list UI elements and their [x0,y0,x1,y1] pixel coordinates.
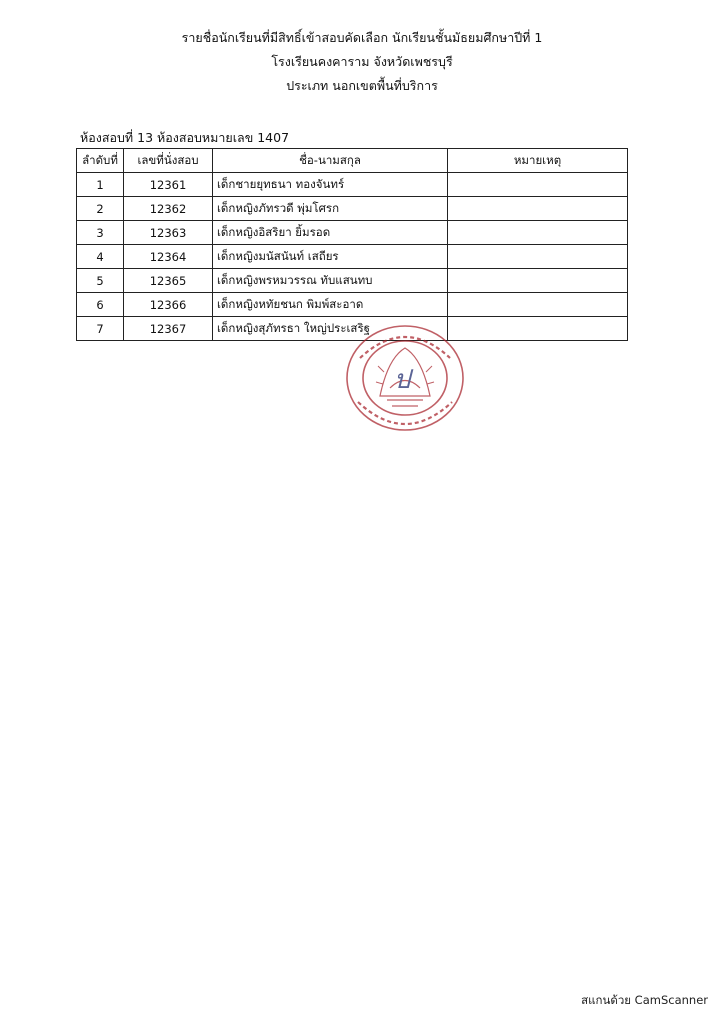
seal-graphic [340,318,470,436]
row-student-name: เด็กหญิงมนัสนันท์ เสถียร [213,245,448,269]
school-seal-stamp [340,318,470,436]
table-row [77,173,628,197]
table-row [77,293,628,317]
row-seat-number: 12362 [124,197,213,221]
table-row [77,245,628,269]
scanner-footer-text: สแกนด้วย CamScanner [581,993,708,1007]
row-seat-number: 12365 [124,269,213,293]
row-student-name: เด็กหญิงอิสริยา ยิ้มรอด [213,221,448,245]
row-remark [448,293,628,317]
handwritten-mark: ป [393,365,411,395]
row-seat-number: 12364 [124,245,213,269]
column-header-remark: หมายเหตุ [448,149,628,173]
row-order: 4 [77,245,124,269]
row-order: 5 [77,269,124,293]
column-header-order: ลำดับที่ [77,149,124,173]
exam-room-label: ห้องสอบที่ 13 ห้องสอบหมายเลข 1407 [80,130,290,145]
row-order: 6 [77,293,124,317]
table-row [77,221,628,245]
column-header-seat: เลขที่นั่งสอบ [124,149,213,173]
row-order: 7 [77,317,124,341]
category-label: ประเภท นอกเขตพื้นที่บริการ [286,78,438,93]
table-row [77,269,628,293]
table-row [77,197,628,221]
row-student-name: เด็กหญิงสุภัทรธา ใหญ่ประเสริฐ [213,317,448,341]
student-roster-table [76,148,628,341]
row-remark [448,317,628,341]
row-student-name: เด็กหญิงหทัยชนก พิมพ์สะอาด [213,293,448,317]
row-remark [448,173,628,197]
row-student-name: เด็กหญิงพรหมวรรณ ทับแสนทบ [213,269,448,293]
row-remark [448,221,628,245]
row-student-name: เด็กหญิงภัทรวดี พุ่มโศรก [213,197,448,221]
row-seat-number: 12363 [124,221,213,245]
row-order: 1 [77,173,124,197]
school-name: โรงเรียนคงคาราม จังหวัดเพชรบุรี [271,54,453,69]
row-seat-number: 12361 [124,173,213,197]
row-order: 3 [77,221,124,245]
document-title: รายชื่อนักเรียนที่มีสิทธิ์เข้าสอบคัดเลือก นักเรียนชั้นมัธยมศึกษาปีที่ 1 [181,30,543,45]
row-seat-number: 12366 [124,293,213,317]
row-remark [448,197,628,221]
column-header-name: ชื่อ-นามสกุล [213,149,448,173]
table-header-row [77,149,628,173]
row-seat-number: 12367 [124,317,213,341]
row-remark [448,245,628,269]
row-student-name: เด็กชายยุทธนา ทองจันทร์ [213,173,448,197]
row-order: 2 [77,197,124,221]
row-remark [448,269,628,293]
